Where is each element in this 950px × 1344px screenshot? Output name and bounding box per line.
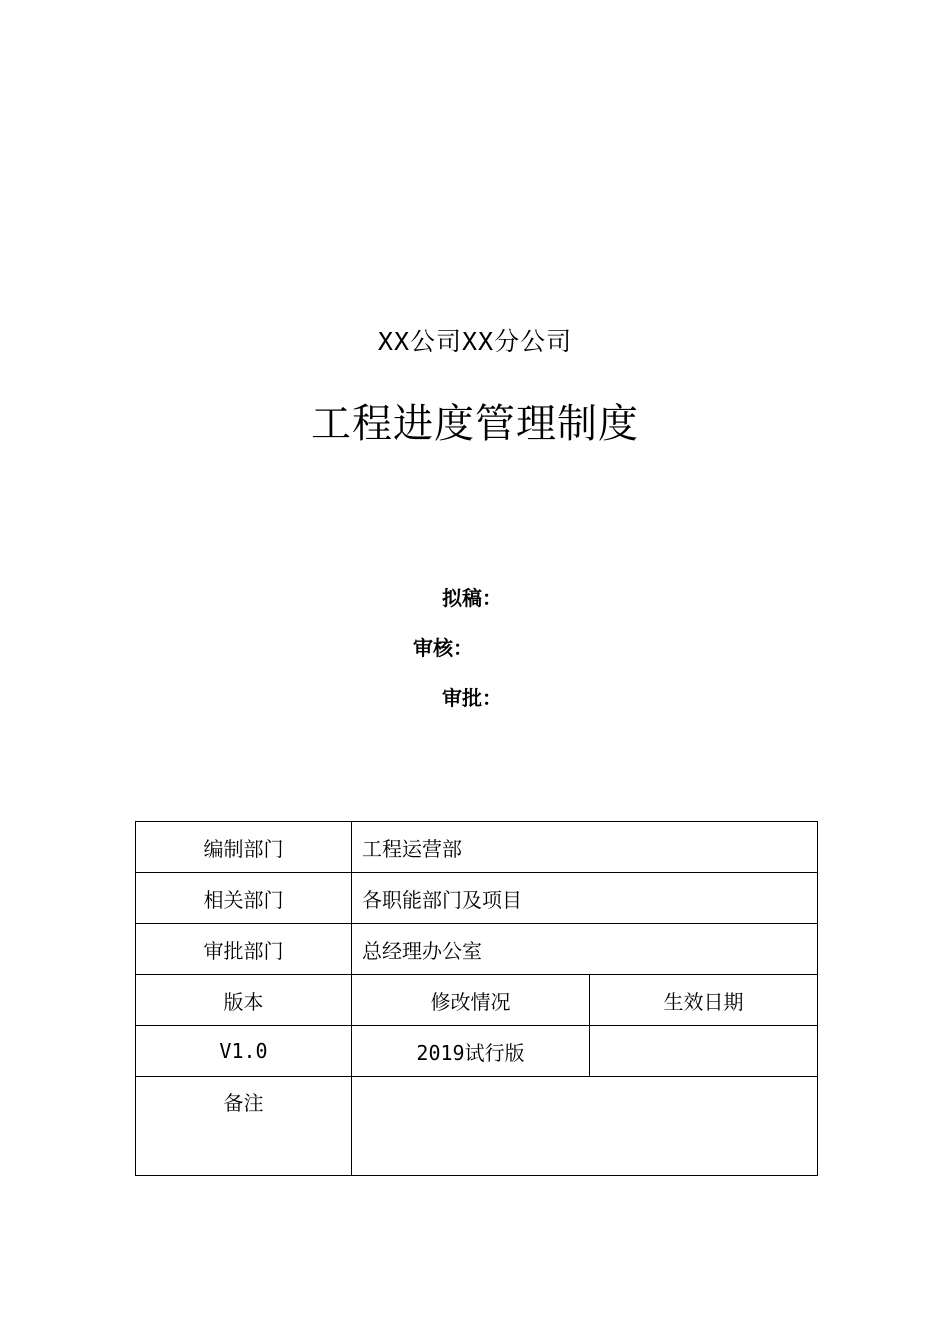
document-title: 工程进度管理制度: [311, 401, 639, 447]
related-dept-label: 相关部门: [136, 873, 352, 924]
effective-date-header: 生效日期: [590, 975, 818, 1026]
changes-header: 修改情况: [352, 975, 590, 1026]
remarks-value: [352, 1077, 818, 1176]
changes-value: 2019试行版: [352, 1026, 590, 1077]
company-name: XX公司XX分公司: [377, 327, 573, 356]
compiling-dept-label: 编制部门: [136, 822, 352, 873]
version-header: 版本: [136, 975, 352, 1026]
draft-label: 拟稿：: [442, 586, 502, 610]
related-dept-value: 各职能部门及项目: [352, 873, 818, 924]
review-label: 审核：: [413, 636, 473, 660]
table-row: [136, 975, 818, 1026]
effective-date-value: [590, 1026, 818, 1077]
table-row: [136, 873, 818, 924]
table-row: [136, 1026, 818, 1077]
table-row: [136, 1077, 818, 1176]
approving-dept-value: 总经理办公室: [352, 924, 818, 975]
table-row: [136, 822, 818, 873]
compiling-dept-value: 工程运营部: [352, 822, 818, 873]
remarks-label: 备注: [136, 1077, 352, 1176]
version-value: V1.0: [136, 1026, 352, 1077]
approve-label: 审批：: [442, 686, 502, 710]
document-info-table: [135, 821, 818, 1176]
table-row: [136, 924, 818, 975]
approving-dept-label: 审批部门: [136, 924, 352, 975]
